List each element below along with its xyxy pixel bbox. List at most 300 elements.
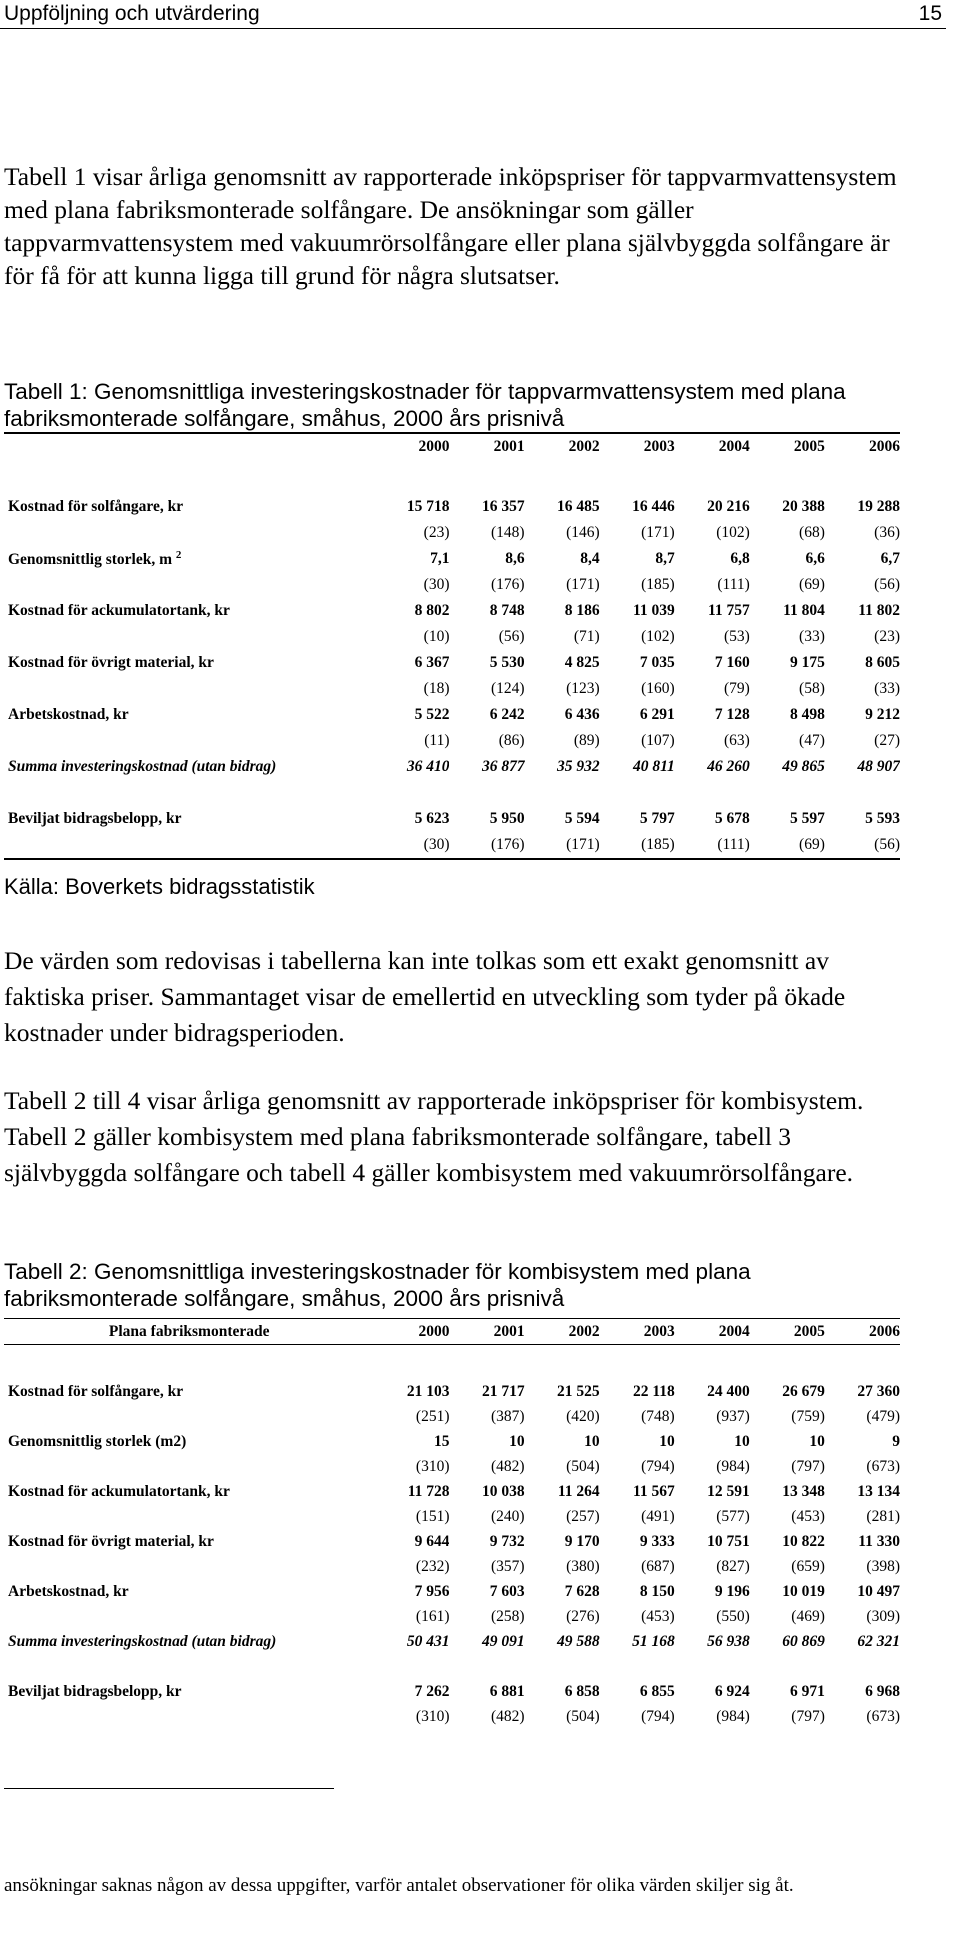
value-cell: 13 134 [857,1482,900,1500]
count-cell: (281) [866,1507,900,1525]
value-cell: 7 956 [414,1582,450,1600]
value-cell: 6,8 [730,550,750,567]
grant-value: 5 593 [865,810,900,827]
row-label: Kostnad för ackumulatortank, kr [8,1482,230,1500]
row-label: Arbetskostnad, kr [8,706,129,723]
value-cell: 7 128 [714,706,750,723]
table1-corner [4,433,374,460]
value-cell: 21 103 [406,1382,450,1400]
count-cell: (53) [723,628,750,645]
count-cell: (160) [641,680,675,697]
table-row [4,1379,900,1404]
empty-cell [600,1654,675,1679]
value-cell: 11 804 [783,602,825,619]
count-cell: (479) [866,1407,900,1425]
spacer-row [4,1654,900,1679]
value-cell: 8 605 [865,654,900,671]
count-cell: (232) [415,1557,450,1575]
count-row [4,728,900,754]
empty-cell [4,780,374,806]
year-header: 2000 [374,1319,449,1345]
empty-cell [4,1454,374,1479]
value-cell: 6,6 [805,550,825,567]
year-header: 2001 [449,1319,524,1345]
sum-value: 51 168 [632,1632,675,1650]
row-label: Kostnad för ackumulatortank, kr [8,602,230,619]
count-cell: (687) [641,1557,675,1575]
count-cell: (827) [716,1557,750,1575]
table-row [4,1529,900,1554]
paragraph-table-intro: Tabell 2 till 4 visar årliga genomsnitt av rapporterade inköpspriser för kombisystem. Tabell 2 gäller kombisystem med plana fabriksmonterade solfångare, tabell 3 självbyggda solfångare och tabell 4 gäller kombisystem med vakuumrörsolfångare. [4,1086,864,1187]
empty-cell [600,460,675,494]
value-cell: 11 264 [557,1482,600,1500]
empty-cell [449,460,524,494]
empty-cell [825,780,900,806]
count-row [4,1454,900,1479]
value-cell: 9 644 [414,1532,450,1550]
table-row [4,1579,900,1604]
year-header: 2006 [825,1319,900,1345]
grant-label: Beviljat bidragsbelopp, kr [8,810,182,827]
year-header: 2002 [525,433,600,460]
value-cell: 12 591 [707,1482,750,1500]
count-cell: (380) [566,1557,600,1575]
empty-cell [675,1345,750,1380]
sum-value: 49 588 [557,1632,600,1650]
table1-source: Källa: Boverkets bidragsstatistik [4,874,315,899]
empty-cell [374,460,449,494]
count-cell: (937) [716,1407,750,1425]
paragraph-intro: Tabell 1 visar årliga genomsnitt av rapporterade inköpspriser för tappvarmvattensystem med plana fabriksmonterade solfångare. De ansökningar som gäller tappvarmvattensystem med vakuumrörsolfångare eller plana självbyggda solfångare är för få för att kunna ligga till grund för några slutsatser. [4,162,897,290]
count-cell: (251) [415,1407,450,1425]
row-label: Kostnad för solfångare, kr [8,1382,184,1400]
sum-label: Summa investeringskostnad (utan bidrag) [8,758,277,775]
sum-value: 49 091 [481,1632,525,1650]
empty-cell [4,1554,374,1579]
value-cell: 11 039 [632,602,675,619]
sum-value: 50 431 [406,1632,450,1650]
grant-count: (30) [374,832,449,859]
sum-value: 62 321 [857,1632,900,1650]
year-header: 2006 [825,433,900,460]
sum-value: 36 410 [406,758,450,775]
grant-value: 5 950 [489,810,525,827]
empty-cell [449,1345,524,1380]
row-label-text: Genomsnittlig storlek, m [8,551,173,569]
value-cell: 6 367 [414,654,450,671]
value-cell: 4 825 [564,654,600,671]
value-cell: 19 288 [857,498,900,515]
row-label: Kostnad för övrigt material, kr [8,654,214,671]
empty-cell [374,1345,449,1380]
sum-value: 35 932 [557,758,600,775]
row-label [4,546,374,572]
count-row [4,520,900,546]
year-header: 2001 [449,433,524,460]
value-cell: 10 [584,1432,600,1450]
grant-count: (984) [716,1707,750,1725]
count-row [4,676,900,702]
empty-cell [4,1704,374,1729]
value-cell: 16 357 [481,498,525,515]
spacer-row [4,1345,900,1380]
sum-value: 49 865 [782,758,825,775]
count-cell: (673) [866,1457,900,1475]
table-row [4,1479,900,1504]
empty-cell [525,780,600,806]
count-cell: (27) [874,732,900,749]
empty-cell [750,1654,825,1679]
empty-cell [525,1345,600,1380]
value-cell: 9 196 [714,1582,750,1600]
empty-cell [4,1345,374,1380]
count-cell: (161) [415,1607,450,1625]
empty-cell [750,780,825,806]
value-cell: 22 118 [632,1382,675,1400]
count-cell: (10) [423,628,450,645]
grant-value: 5 597 [790,810,825,827]
count-cell: (176) [490,576,525,593]
year-header: 2003 [600,433,675,460]
sum-value: 48 907 [857,758,900,775]
count-cell: (33) [874,680,900,697]
table-row [4,546,900,572]
grant-value: 5 678 [714,810,750,827]
count-cell: (11) [424,732,450,749]
value-cell: 7 603 [489,1582,525,1600]
grant-value: 6 924 [714,1682,750,1700]
table1-header-row [4,433,900,460]
empty-cell [675,780,750,806]
count-row [4,1604,900,1629]
table1 [4,432,900,860]
spacer-row [4,780,900,806]
value-cell: 10 497 [857,1582,900,1600]
grant-value: 7 262 [414,1682,450,1700]
value-cell: 5 530 [489,654,525,671]
empty-cell [449,780,524,806]
grant-value: 6 858 [564,1682,600,1700]
value-cell: 7,1 [430,550,450,567]
count-cell: (18) [423,680,450,697]
count-cell: (491) [641,1507,675,1525]
value-cell: 9 [892,1432,900,1450]
year-header: 2002 [525,1319,600,1345]
empty-cell [449,1654,524,1679]
year-header: 2005 [750,1319,825,1345]
table-row [4,650,900,676]
header-title: Uppföljning och utvärdering [4,2,260,25]
row-label: Kostnad för övrigt material, kr [8,1532,214,1550]
empty-cell [4,460,374,494]
value-cell: 8,4 [580,550,600,567]
value-cell: 24 400 [707,1382,750,1400]
row-label: Arbetskostnad, kr [8,1582,129,1600]
count-cell: (69) [799,576,825,593]
value-cell: 10 751 [707,1532,750,1550]
grant-count-row [4,832,900,859]
value-cell: 9 170 [564,1532,600,1550]
year-header: 2000 [374,433,449,460]
value-cell: 8 748 [489,602,525,619]
value-cell: 20 388 [782,498,825,515]
count-cell: (86) [498,732,525,749]
value-cell: 8 498 [790,706,825,723]
count-row [4,1404,900,1429]
value-cell: 7 160 [714,654,750,671]
value-cell: 10 019 [782,1582,825,1600]
value-cell: 15 [433,1432,450,1450]
value-cell: 21 525 [557,1382,600,1400]
value-cell: 8 186 [564,602,600,619]
count-cell: (71) [573,628,600,645]
empty-cell [4,1654,374,1679]
count-cell: (102) [641,628,675,645]
empty-cell [374,1654,449,1679]
value-cell: 11 802 [858,602,900,619]
empty-cell [750,460,825,494]
table-row [4,598,900,624]
page-number: 15 [918,2,942,25]
sum-value: 60 869 [782,1632,825,1650]
empty-cell [600,780,675,806]
value-cell: 26 679 [782,1382,825,1400]
empty-cell [750,1345,825,1380]
count-cell: (171) [566,576,600,593]
grant-count: (794) [641,1707,675,1725]
value-cell: 16 446 [632,498,675,515]
value-cell: 8 802 [414,602,450,619]
count-cell: (185) [641,576,675,593]
value-cell: 9 175 [790,654,825,671]
grant-count: (673) [866,1707,900,1725]
page-header [0,0,946,29]
grant-count: (185) [600,832,675,859]
value-cell: 8,6 [505,550,525,567]
table2-corner: Plana fabriksmonterade [4,1319,374,1345]
count-cell: (257) [566,1507,600,1525]
value-cell: 15 718 [406,498,450,515]
empty-cell [825,460,900,494]
count-row [4,1554,900,1579]
footnote-separator [4,1788,334,1789]
value-cell: 10 [509,1432,525,1450]
value-cell: 10 [734,1432,750,1450]
value-cell: 11 567 [632,1482,675,1500]
spacer-row [4,460,900,494]
empty-cell [4,1404,374,1429]
grant-count: (310) [415,1707,450,1725]
value-cell: 7 035 [639,654,675,671]
table2 [4,1318,900,1729]
count-cell: (387) [490,1407,525,1425]
grant-value: 5 594 [564,810,600,827]
value-cell: 9 212 [865,706,900,723]
count-cell: (107) [641,732,675,749]
paragraph-values-note: De värden som redovisas i tabellerna kan inte tolkas som ett exakt genomsnitt av faktiska priser. Sammantaget visar de emellertid en utveckling som tyder på ökade kostnader under bidragsperioden. [4,946,846,1047]
count-cell: (30) [423,576,450,593]
value-cell: 5 522 [414,706,450,723]
sum-value: 40 811 [632,758,675,775]
sum-value: 36 877 [481,758,525,775]
table-row [4,702,900,728]
value-cell: 11 728 [407,1482,450,1500]
empty-cell [4,572,374,598]
count-cell: (23) [874,628,900,645]
grant-value: 6 971 [790,1682,825,1700]
sum-row [4,1629,900,1654]
count-cell: (111) [717,576,750,593]
row-label: Genomsnittlig storlek (m2) [8,1432,187,1450]
empty-cell [600,1345,675,1380]
value-cell: 10 [809,1432,825,1450]
empty-cell [4,1504,374,1529]
grant-count: (69) [750,832,825,859]
value-cell: 8 150 [639,1582,675,1600]
value-cell: 9 333 [639,1532,675,1550]
count-cell: (23) [423,524,450,541]
count-cell: (124) [490,680,525,697]
grant-count: (797) [791,1707,825,1725]
value-cell: 11 330 [858,1532,900,1550]
count-cell: (453) [641,1607,675,1625]
value-cell: 10 038 [481,1482,525,1500]
grant-count: (56) [825,832,900,859]
count-cell: (759) [791,1407,825,1425]
sum-label: Summa investeringskostnad (utan bidrag) [8,1632,277,1650]
empty-cell [675,460,750,494]
count-cell: (146) [566,524,600,541]
empty-cell [374,780,449,806]
count-cell: (984) [716,1457,750,1475]
count-cell: (171) [641,524,675,541]
value-cell: 21 717 [481,1382,525,1400]
count-cell: (68) [799,524,825,541]
value-cell: 20 216 [707,498,750,515]
grant-label: Beviljat bidragsbelopp, kr [8,1682,182,1700]
year-header: 2005 [750,433,825,460]
count-cell: (56) [498,628,525,645]
count-cell: (310) [415,1457,450,1475]
count-row [4,624,900,650]
row-label: Kostnad för solfångare, kr [8,498,184,515]
count-cell: (398) [866,1557,900,1575]
count-cell: (58) [799,680,825,697]
count-cell: (309) [866,1607,900,1625]
grant-count: (176) [449,832,524,859]
grant-count: (171) [525,832,600,859]
count-cell: (89) [573,732,600,749]
count-cell: (469) [791,1607,825,1625]
count-cell: (797) [791,1457,825,1475]
year-header: 2004 [675,1319,750,1345]
grant-count: (111) [675,832,750,859]
value-cell: 6 242 [489,706,525,723]
value-cell: 6 436 [564,706,600,723]
footnote: ansökningar saknas någon av dessa uppgifter, varför antalet observationer för olika värden skiljer sig åt. [4,1875,794,1896]
sum-value: 46 260 [707,758,750,775]
value-cell: 6 291 [639,706,675,723]
count-cell: (357) [490,1557,525,1575]
empty-cell [525,1654,600,1679]
count-cell: (748) [641,1407,675,1425]
count-cell: (258) [490,1607,525,1625]
table2-caption: Tabell 2: Genomsnittliga investeringskostnader för kombisystem med plana fabriksmonterade solfångare, småhus, 2000 års prisnivå [4,1259,751,1311]
empty-cell [4,520,374,546]
count-cell: (504) [566,1457,600,1475]
value-cell: 16 485 [557,498,600,515]
empty-cell [4,676,374,702]
count-cell: (33) [799,628,825,645]
empty-cell [4,1604,374,1629]
value-cell: 8,7 [655,550,675,567]
grant-value: 6 855 [639,1682,675,1700]
empty-cell [525,460,600,494]
table2-header-row [4,1319,900,1345]
table1-caption: Tabell 1: Genomsnittliga investeringskostnader för tappvarmvattensystem med plana fabriksmonterade solfångare, småhus, 2000 års prisnivå [4,379,846,431]
table-row [4,1429,900,1454]
grant-row [4,1679,900,1704]
count-cell: (276) [566,1607,600,1625]
count-cell: (63) [723,732,750,749]
count-cell: (577) [716,1507,750,1525]
count-cell: (420) [566,1407,600,1425]
grant-count: (504) [566,1707,600,1725]
unit-superscript: 2 [175,548,182,561]
count-row [4,1504,900,1529]
grant-value: 5 623 [414,810,450,827]
value-cell: 9 732 [489,1532,525,1550]
sum-row [4,754,900,780]
value-cell: 10 [659,1432,675,1450]
count-cell: (79) [723,680,750,697]
count-cell: (36) [874,524,900,541]
grant-value: 6 968 [865,1682,900,1700]
empty-cell [675,1654,750,1679]
count-cell: (148) [490,524,525,541]
table-row [4,494,900,520]
grant-value: 5 797 [639,810,675,827]
value-cell: 27 360 [857,1382,900,1400]
grant-row [4,806,900,832]
count-cell: (151) [415,1507,450,1525]
grant-count-row [4,1704,900,1729]
count-cell: (47) [799,732,825,749]
count-cell: (482) [490,1457,525,1475]
count-cell: (56) [874,576,900,593]
year-header: 2003 [600,1319,675,1345]
value-cell: 6,7 [880,550,900,567]
empty-cell [4,832,374,859]
count-cell: (659) [791,1557,825,1575]
year-header: 2004 [675,433,750,460]
count-cell: (794) [641,1457,675,1475]
count-cell: (240) [490,1507,525,1525]
value-cell: 11 757 [708,602,750,619]
count-cell: (453) [791,1507,825,1525]
value-cell: 10 822 [782,1532,825,1550]
grant-count: (482) [490,1707,525,1725]
value-cell: 7 628 [564,1582,600,1600]
count-cell: (550) [716,1607,750,1625]
sum-value: 56 938 [707,1632,750,1650]
count-cell: (123) [566,680,600,697]
grant-value: 6 881 [489,1682,525,1700]
empty-cell [825,1345,900,1380]
empty-cell [825,1654,900,1679]
count-cell: (102) [716,524,750,541]
empty-cell [4,624,374,650]
